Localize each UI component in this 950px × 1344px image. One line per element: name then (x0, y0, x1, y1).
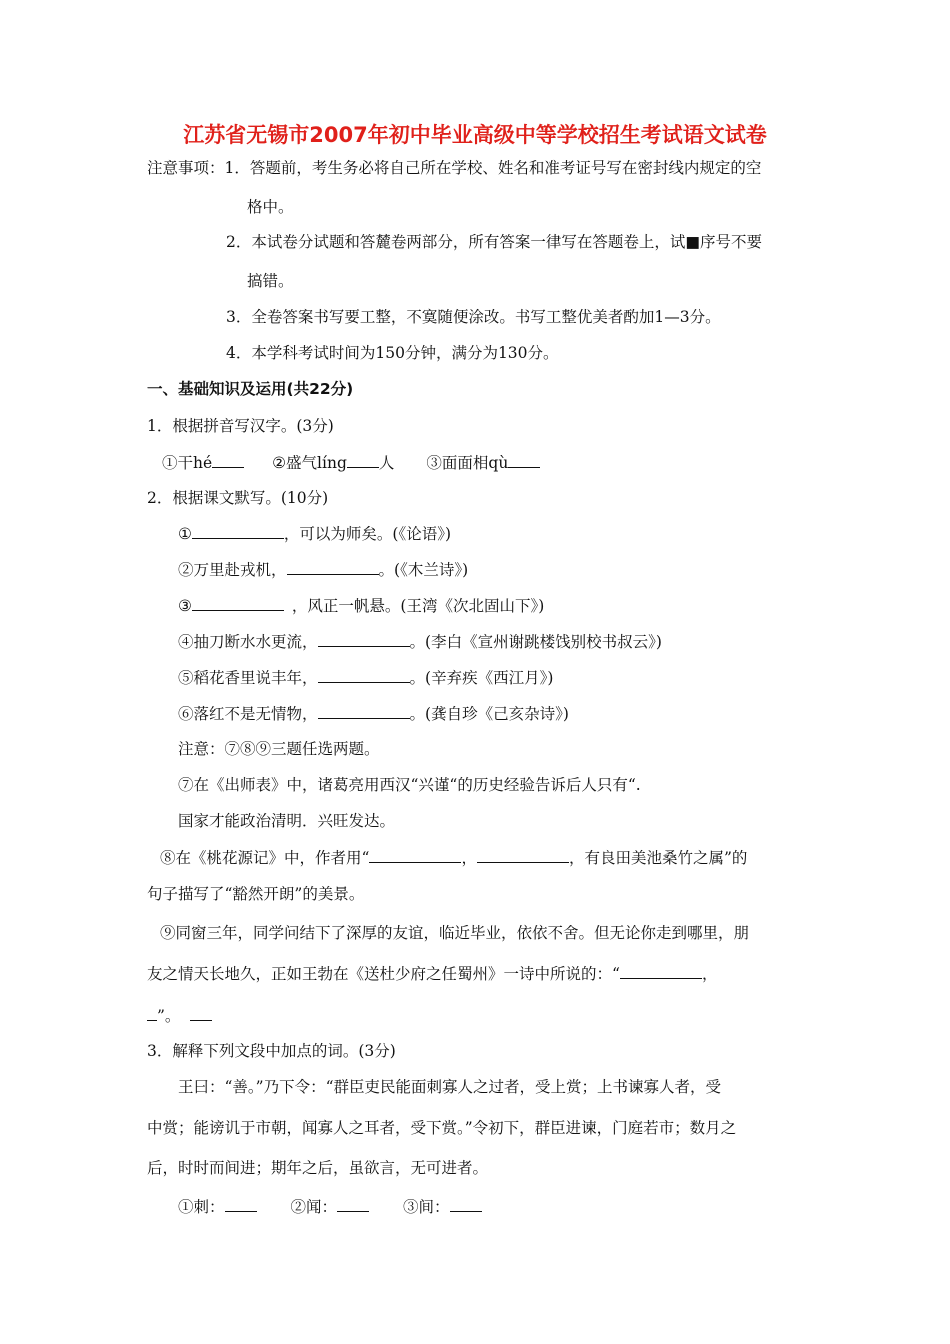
q2-item-9-pre: 友之情天长地久，正如王勃在《送杜少府之任蜀州》一诗中所说的：“ (147, 965, 620, 983)
q2-blank-9c[interactable] (190, 1005, 212, 1021)
q2-item-9: ⑨同窗三年，同学问结下了深厚的友谊，临近毕业，依依不舍。但无论你走到哪里，朋 (160, 924, 750, 942)
q2-item-9-end (147, 1005, 212, 1026)
q3-passage-2: 中赏；能谤讥于市朝，闻寡人之耳者，受下赏。”令初下，群臣进谏，门庭若市；数月之 (147, 1119, 737, 1137)
q2-item-8-cont: 句子描写了“豁然开朗”的美景。 (147, 885, 365, 903)
q2-item-2-pre: ②万里赴戎机， (178, 561, 287, 579)
notice-line-3: 3．全卷答案书写要工整，不寞随便涂改。书写工整优美者酌加1—3分。 (226, 308, 721, 326)
q2-blank-9a[interactable] (620, 963, 702, 979)
notice-line-2: 2．本试卷分试题和答麓卷两部分，所有答案一律写在答题卷上，试■序号不要 (226, 233, 763, 251)
notice-line-4: 4．本学科考试时间为150分钟，满分为130分。 (226, 344, 559, 362)
q1-item-b-after: 人 (378, 454, 395, 472)
q2-item-8-mid: ， (461, 849, 477, 867)
notice-line-2-cont: 搞错。 (247, 272, 294, 290)
q2-item-9-cont (147, 963, 717, 984)
q2-item-4-pre: ④抽刀断水水更流， (178, 633, 318, 651)
q2-item-1-pre: ① (178, 525, 192, 543)
q1-item-a: ①干hé (162, 454, 213, 472)
q2-item-4-post: 。(李白《宣州谢跳楼饯别校书叔云》) (409, 633, 662, 651)
q2-item-7-cont: 国家才能政治清明．兴旺发达。 (178, 812, 396, 830)
q3-blank-1[interactable] (225, 1196, 257, 1212)
q3-stem: 3．解释下列文段中加点的词。(3分) (147, 1042, 396, 1060)
q1-items (162, 452, 540, 473)
q2-item-1 (178, 523, 451, 544)
notice-line-1: 注意事项：1．答题前，考生务必将自己所在学校、姓名和准考证号写在密封线内规定的空 (147, 159, 762, 177)
q2-blank-9b[interactable] (147, 1005, 157, 1021)
q2-item-4 (178, 631, 662, 652)
q2-item-3-pre: ③ (178, 597, 192, 615)
q1-blank-a[interactable] (212, 452, 244, 468)
q2-blank-8b[interactable] (477, 847, 569, 863)
q2-item-6-pre: ⑥落红不是无情物， (178, 705, 318, 723)
q2-item-2-post: 。(《木兰诗》) (378, 561, 469, 579)
q1-item-c: ③面面相qù (426, 454, 509, 472)
q3-passage-3: 后，时时而间进；期年之后，虽欲言，无可进者。 (147, 1159, 489, 1177)
q2-item-5-pre: ⑤稻花香里说丰年， (178, 669, 318, 687)
q1-item-b: ②盛气líng (272, 454, 347, 472)
q2-item-3-post: ，风正一帆悬。(王湾《次北固山下》) (291, 597, 545, 615)
q2-item-6 (178, 703, 569, 724)
q2-item-7: ⑦在《出师表》中，诸葛亮用西汉“兴谨“的历史经验告诉后人只有“. (178, 776, 641, 794)
q2-item-8 (160, 847, 747, 868)
section-heading: 一、基础知识及运用(共22分) (147, 380, 354, 398)
q1-blank-c[interactable] (508, 452, 540, 468)
q2-item-9-end-text: ”。 (157, 1007, 181, 1025)
q2-blank-1[interactable] (192, 523, 284, 539)
q3-blank-3[interactable] (450, 1196, 482, 1212)
q3-item-2: ②闻： (290, 1198, 338, 1216)
q2-item-1-post: ，可以为师矣。(《论语》) (283, 525, 452, 543)
q2-item-5 (178, 667, 553, 688)
q2-item-9-post: ， (701, 965, 718, 983)
q2-item-8-pre: ⑧在《桃花源记》中，作者用“ (160, 849, 370, 867)
q3-blank-2[interactable] (337, 1196, 369, 1212)
q2-blank-4[interactable] (318, 631, 410, 647)
q2-blank-8a[interactable] (369, 847, 461, 863)
q2-note: 注意：⑦⑧⑨三题任选两题。 (178, 740, 380, 758)
q3-item-1: ①刺： (178, 1198, 225, 1216)
q2-stem: 2．根据课文默写。(10分) (147, 489, 329, 507)
q2-item-2 (178, 559, 468, 580)
q2-blank-3[interactable] (192, 595, 284, 611)
notice-line-1-cont: 格中。 (247, 198, 294, 216)
q2-item-8-post: ，有良田美池桑竹之属”的 (568, 849, 748, 867)
q2-blank-2[interactable] (287, 559, 379, 575)
q3-answers (178, 1196, 482, 1217)
q3-item-3: ③间： (403, 1198, 450, 1216)
q2-blank-6[interactable] (318, 703, 410, 719)
q1-blank-b[interactable] (347, 452, 379, 468)
q2-item-6-post: 。(龚自珍《己亥杂诗》) (409, 705, 569, 723)
q1-stem: 1．根据拼音写汉字。(3分) (147, 417, 334, 435)
q2-item-5-post: 。(辛弃疾《西江月》) (409, 669, 554, 687)
exam-title: 江苏省无锡市2007年初中毕业高级中等学校招生考试语文试卷 (183, 123, 767, 147)
q2-item-3 (178, 595, 544, 616)
q2-blank-5[interactable] (318, 667, 410, 683)
q3-passage-1: 王曰：“善。”乃下令：“群臣吏民能面刺寡人之过者，受上赏；上书谏寡人者，受 (178, 1078, 722, 1096)
